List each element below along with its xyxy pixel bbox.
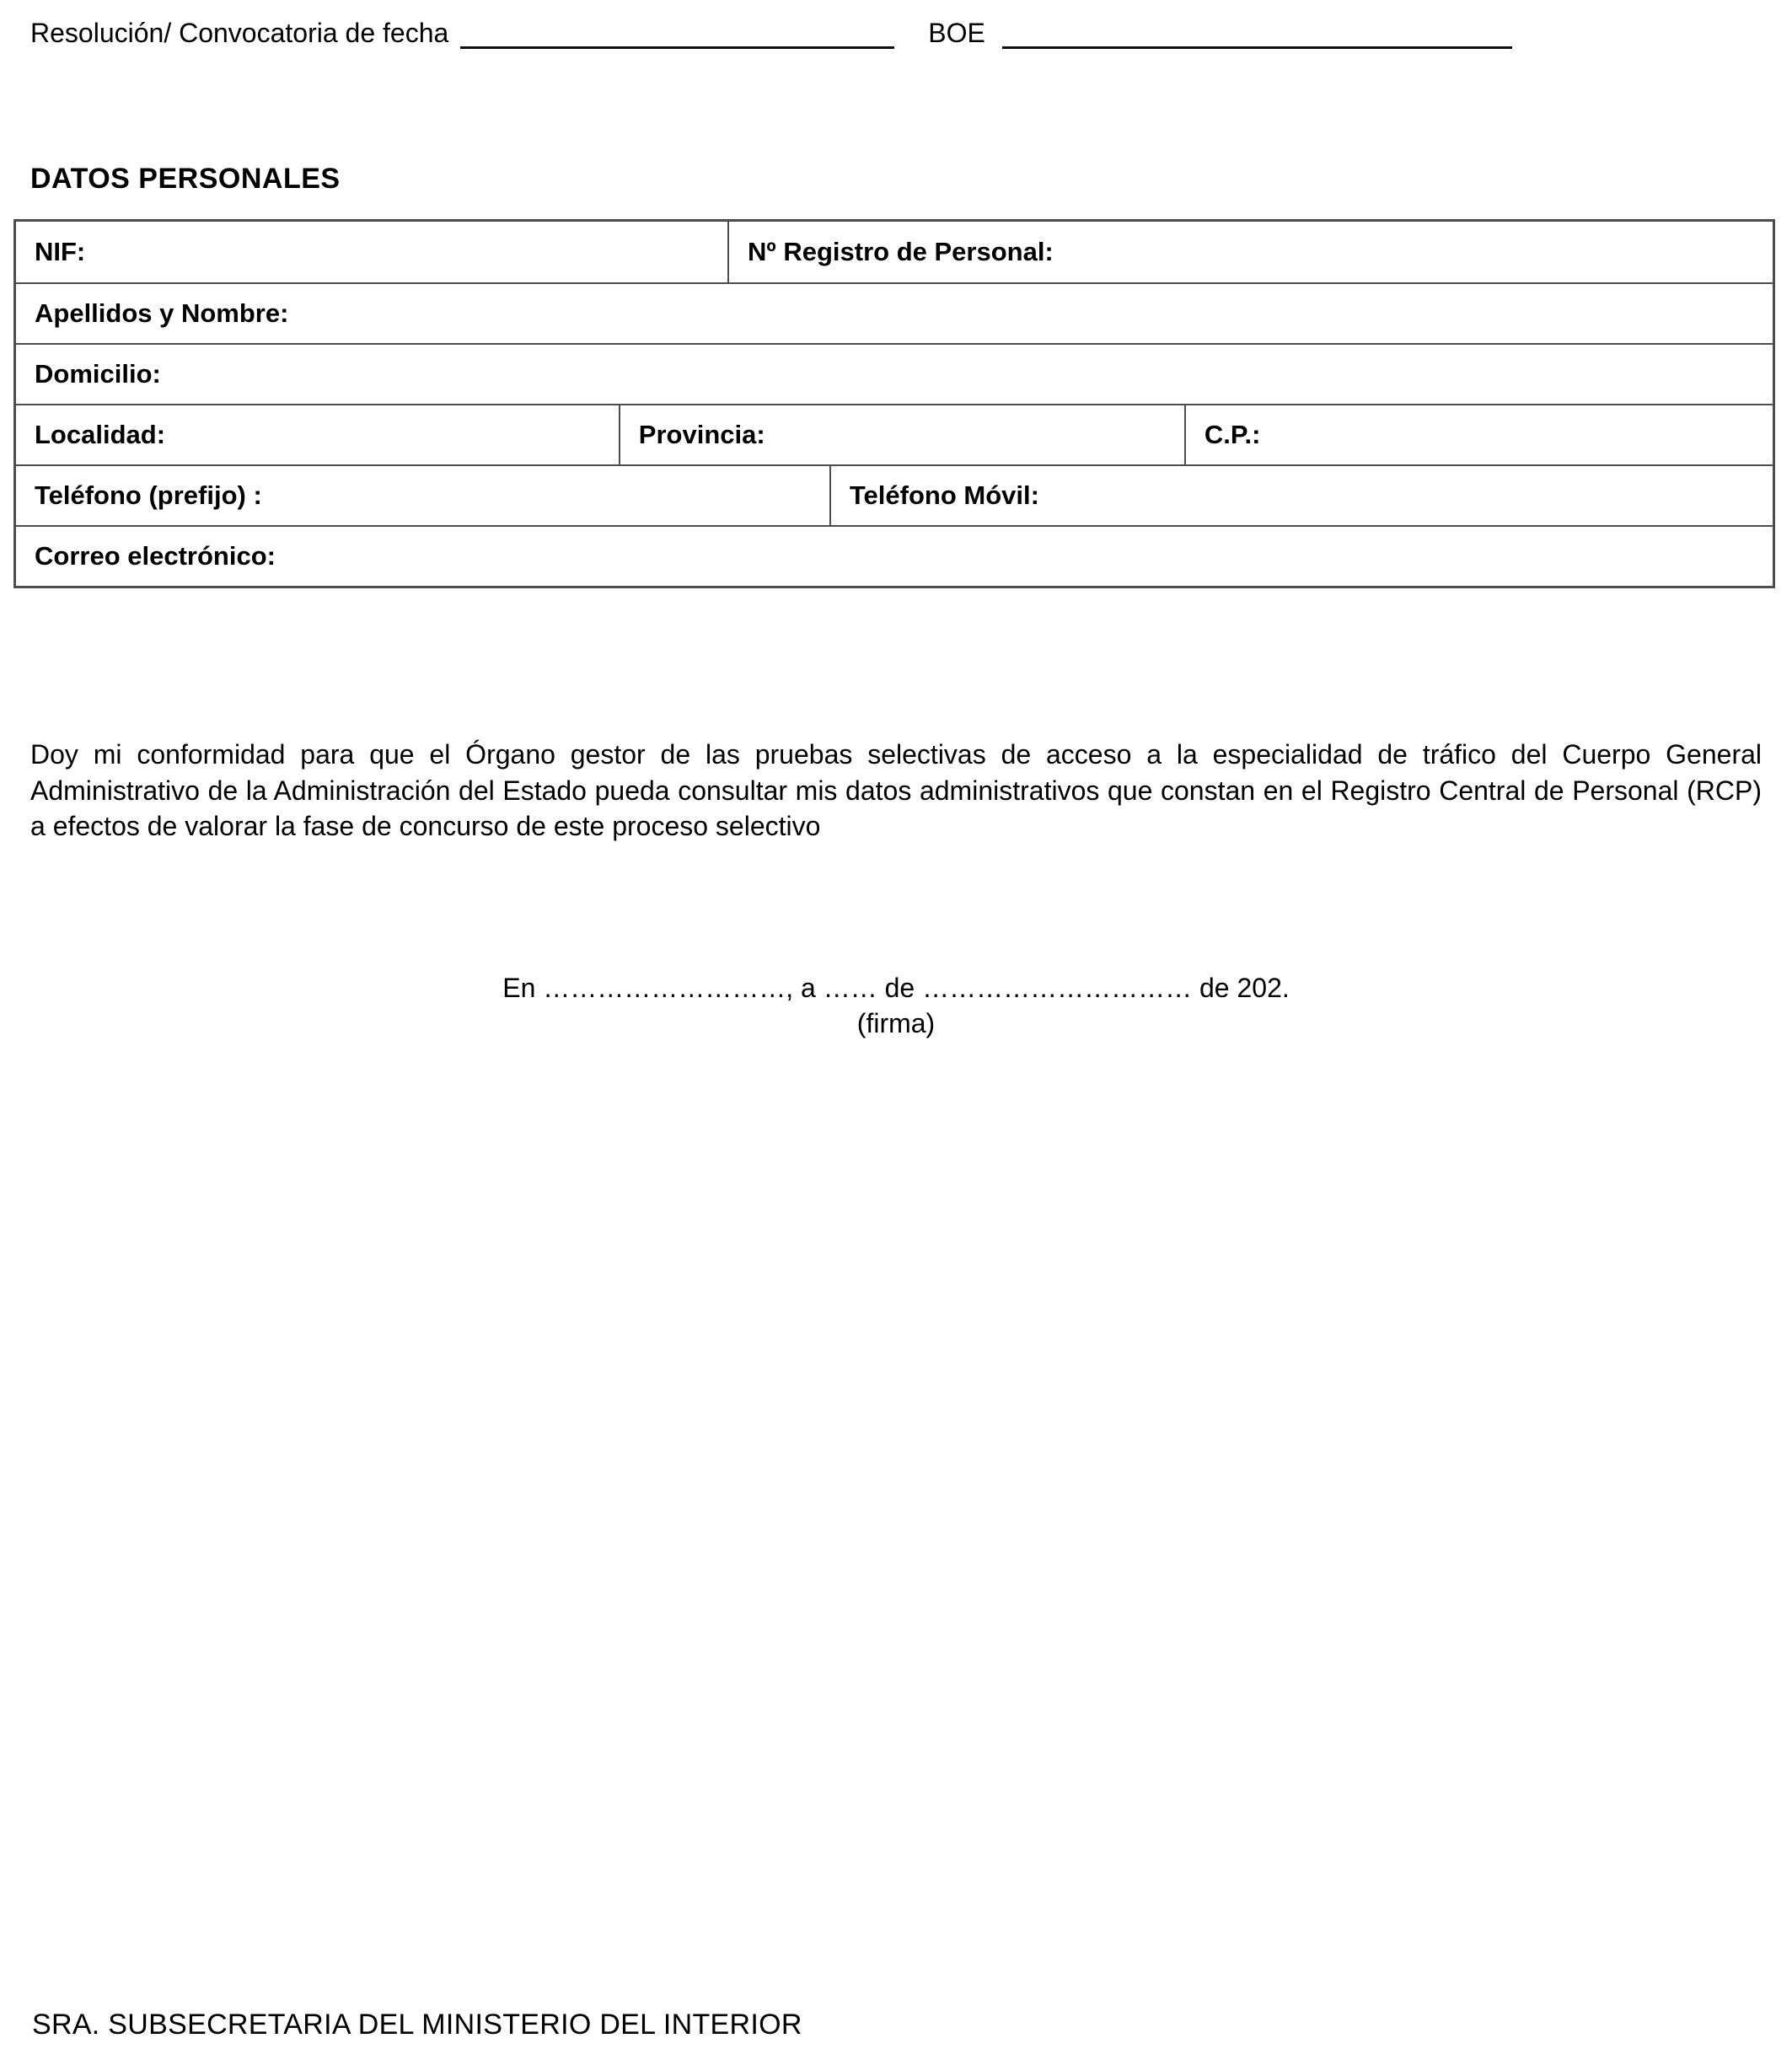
field-localidad: Localidad:: [35, 420, 166, 450]
firma-label: (firma): [856, 1007, 936, 1038]
consent-paragraph: Doy mi conformidad para que el Órgano gestor de las pruebas selectivas de acceso a la especialidad de tráfico del Cuerpo General Administrativo de la Administración del Estado pueda consultar mis datos administrativos que constan en el Registro Central de Personal (RCP) a efectos de valorar la fase de concurso de este proceso selectivo: [30, 739, 1762, 842]
table-row-apellidos: [16, 282, 1773, 343]
table-row-localidad-provincia-cp: [16, 404, 1773, 464]
field-correo-electronico: Correo electrónico:: [35, 541, 276, 571]
boe-blank-line: [1002, 20, 1512, 49]
table-row-nif-registro: [16, 222, 1773, 282]
table-row-telefonos: [16, 464, 1773, 525]
datos-personales-title: DATOS PERSONALES: [30, 163, 341, 196]
date-fill-in-line: En ………………………, a …… de ………………………… de 202.: [502, 973, 1290, 1004]
field-nif: NIF:: [35, 237, 86, 267]
field-telefono-movil: Teléfono Móvil:: [829, 466, 1773, 525]
datos-personales-table: [13, 219, 1775, 588]
field-provincia: Provincia:: [619, 405, 1184, 464]
field-registro-personal: Nº Registro de Personal:: [727, 222, 1773, 282]
resolucion-convocatoria-label: Resolución/ Convocatoria de fecha: [30, 18, 449, 48]
table-row-domicilio: [16, 343, 1773, 404]
resolucion-fecha-blank-line: [460, 20, 894, 49]
field-apellidos-nombre: Apellidos y Nombre:: [35, 298, 289, 329]
header-line: [30, 17, 1762, 49]
footer-addressee: SRA. SUBSECRETARIA DEL MINISTERIO DEL INTERIOR: [32, 2009, 802, 2041]
field-domicilio: Domicilio:: [35, 359, 161, 389]
boe-label: BOE: [928, 18, 985, 48]
table-row-correo: [16, 525, 1773, 586]
field-telefono-prefijo: Teléfono (prefijo) :: [35, 480, 262, 511]
field-cp: C.P.:: [1184, 405, 1773, 464]
